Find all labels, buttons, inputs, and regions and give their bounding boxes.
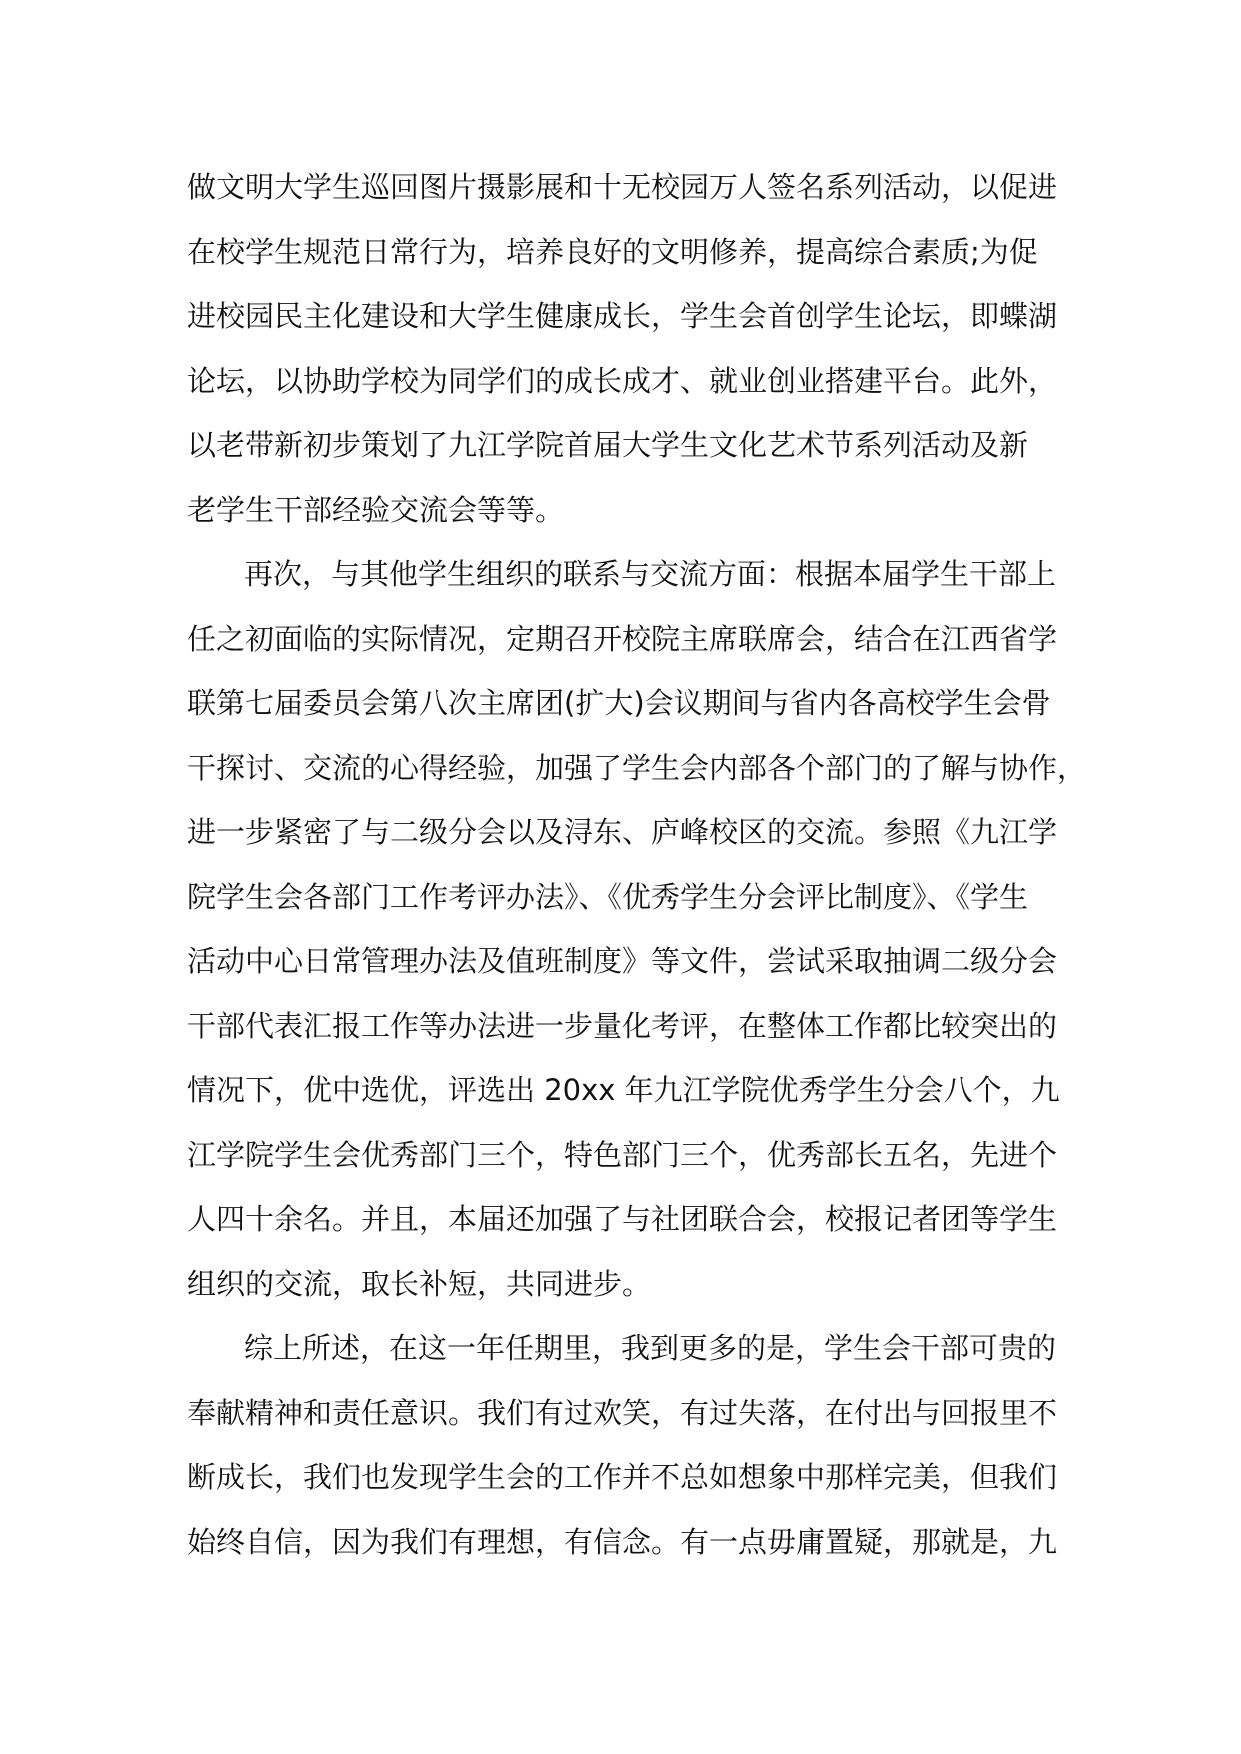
text-line: 进一步紧密了与二级分会以及浔东、庐峰校区的交流。参照《九江学 bbox=[187, 815, 1058, 849]
text-line: 奉献精神和责任意识。我们有过欢笑，有过失落，在付出与回报里不 bbox=[187, 1395, 1058, 1430]
paragraph-first-line: 综上所述，在这一年任期里，我到更多的是，学生会干部可贵的 bbox=[244, 1331, 1057, 1365]
text-line: 以老带新初步策划了九江学院首届大学生文化艺术节系列活动及新 bbox=[187, 428, 1029, 462]
text-line: 江学院学生会优秀部门三个，特色部门三个，优秀部长五名，先进个 bbox=[187, 1137, 1058, 1172]
text-line: 情况下，优中选优，评选出 20xx 年九江学院优秀学生分会八个，九 bbox=[187, 1073, 1060, 1107]
text-line: 活动中心日常管理办法及值班制度》等文件，尝试采取抽调二级分会 bbox=[187, 944, 1058, 978]
text-line: 院学生会各部门工作考评办法》、《优秀学生分会评比制度》、《学生 bbox=[187, 879, 1029, 914]
paragraph-first-line: 再次，与其他学生组织的联系与交流方面：根据本届学生干部上 bbox=[244, 557, 1057, 591]
text-line: 在校学生规范日常行为，培养良好的文明修养，提高综合素质;为促 bbox=[187, 234, 1038, 269]
text-line: 干部代表汇报工作等办法进一步量化考评，在整体工作都比较突出的 bbox=[187, 1008, 1058, 1043]
text-line: 任之初面临的实际情况，定期召开校院主席联席会，结合在江西省学 bbox=[187, 621, 1058, 656]
text-line: 人四十余名。并且，本届还加强了与社团联合会，校报记者团等学生 bbox=[187, 1202, 1058, 1236]
text-line: 断成长，我们也发现学生会的工作并不总如想象中那样完美，但我们 bbox=[187, 1460, 1058, 1494]
text-line: 做文明大学生巡回图片摄影展和十无校园万人签名系列活动，以促进 bbox=[187, 170, 1058, 204]
text-line: 论坛，以协助学校为同学们的成长成才、就业创业搭建平台。此外， bbox=[187, 363, 1058, 398]
text-line: 联第七届委员会第八次主席团(扩大)会议期间与省内各高校学生会骨 bbox=[187, 686, 1051, 720]
body-text bbox=[187, 155, 1087, 1574]
text-line: 组织的交流，取长补短，共同进步。 bbox=[187, 1266, 652, 1301]
text-line: 始终自信，因为我们有理想，有信念。有一点毋庸置疑，那就是，九 bbox=[187, 1524, 1058, 1559]
text-line: 进校园民主化建设和大学生健康成长，学生会首创学生论坛，即蝶湖 bbox=[187, 299, 1058, 333]
text-line: 老学生干部经验交流会等等。 bbox=[187, 492, 565, 527]
text-line: 干探讨、交流的心得经验，加强了学生会内部各个部门的了解与协作， bbox=[187, 750, 1087, 785]
